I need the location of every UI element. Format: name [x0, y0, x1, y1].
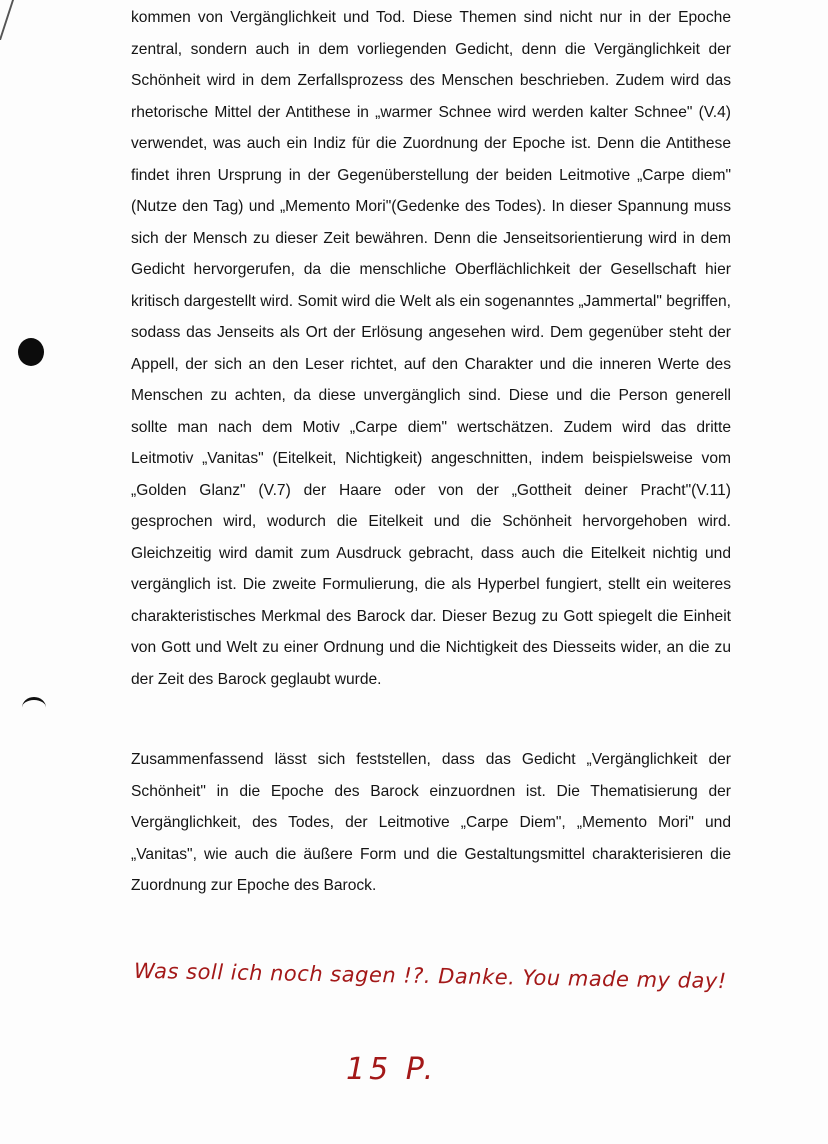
paragraph-text: Zusammenfassend lässt sich feststellen, dass das Gedicht „Vergänglichkeit der Schönheit" in die Epoche des Barock einzuordnen ist. Die Thematisierung der Vergänglichkeit, des Todes, der Leitmotive „Carpe Diem", „Memento Mori" und „Vanitas", wie auch die äußere Form und die Gestaltungsmittel charakterisieren die Zuordnung zur Epoche des Barock.: [131, 751, 731, 894]
punch-hole-shadow: [22, 697, 46, 718]
punch-hole: [18, 338, 44, 366]
body-paragraph-1: [131, 2, 731, 695]
teacher-comment: Was soll ich noch sagen !?. Danke. You made my day!: [133, 958, 727, 994]
paragraph-text: kommen von Vergänglichkeit und Tod. Diese Themen sind nicht nur in der Epoche zentral, sondern auch in dem vorliegenden Gedicht, denn die Vergänglichkeit der Schönheit wird in dem Zerfallsprozess des Menschen beschrieben. Zudem wird das rhetorische Mittel der Antithese in „warmer Schnee wird werden kalter Schnee" (V.4) verwendet, was auch ein Indiz für die Zuordnung der Epoche ist. Denn die Antithese findet ihren Ursprung in der Gegenüberstellung der beiden Leitmotive „Carpe diem"(Nutze den Tag) und „Memento Mori"(Gedenke des Todes). In dieser Spannung muss sich der Mensch zu dieser Zeit bewähren. Denn die Jenseitsorientierung wird in dem Gedicht hervorgerufen, da die menschliche Oberflächlichkeit der Gesellschaft hier kritisch dargestellt wird. Somit wird die Welt als ein sogenanntes „Jammertal" begriffen, sodass das Jenseits als Ort der Erlösung angesehen wird. Dem gegenüber steht der Appell, der sich an den Leser richtet, auf den Charakter und die inneren Werte des Menschen zu achten, da diese unvergänglich sind. Diese und die Person generell sollte man nach dem Motiv „Carpe diem" wertschätzen. Zudem wird das dritte Leitmotiv „Vanitas" (Eitelkeit, Nichtigkeit) angeschnitten, indem beispielsweise vom „Golden Glanz" (V.7) der Haare oder von der „Gottheit deiner Pracht"(V.11) gesprochen wird, wodurch die Eitelkeit und die Schönheit hervorgehoben wird. Gleichzeitig wird damit zum Ausdruck gebracht, dass auch die Eitelkeit nichtig und vergänglich ist. Die zweite Formulierung, die als Hyperbel fungiert, stellt ein weiteres charakteristisches Merkmal des Barock dar. Dieser Bezug zu Gott spiegelt die Einheit von Gott und Welt zu einer Ordnung und die Nichtigkeit des Diesseits wider, an die zu der Zeit des Barock geglaubt wurde.: [131, 9, 731, 688]
grade-mark: 15 P.: [346, 1052, 438, 1087]
conclusion-paragraph: [131, 744, 731, 902]
page-edge-mark: [0, 0, 14, 40]
